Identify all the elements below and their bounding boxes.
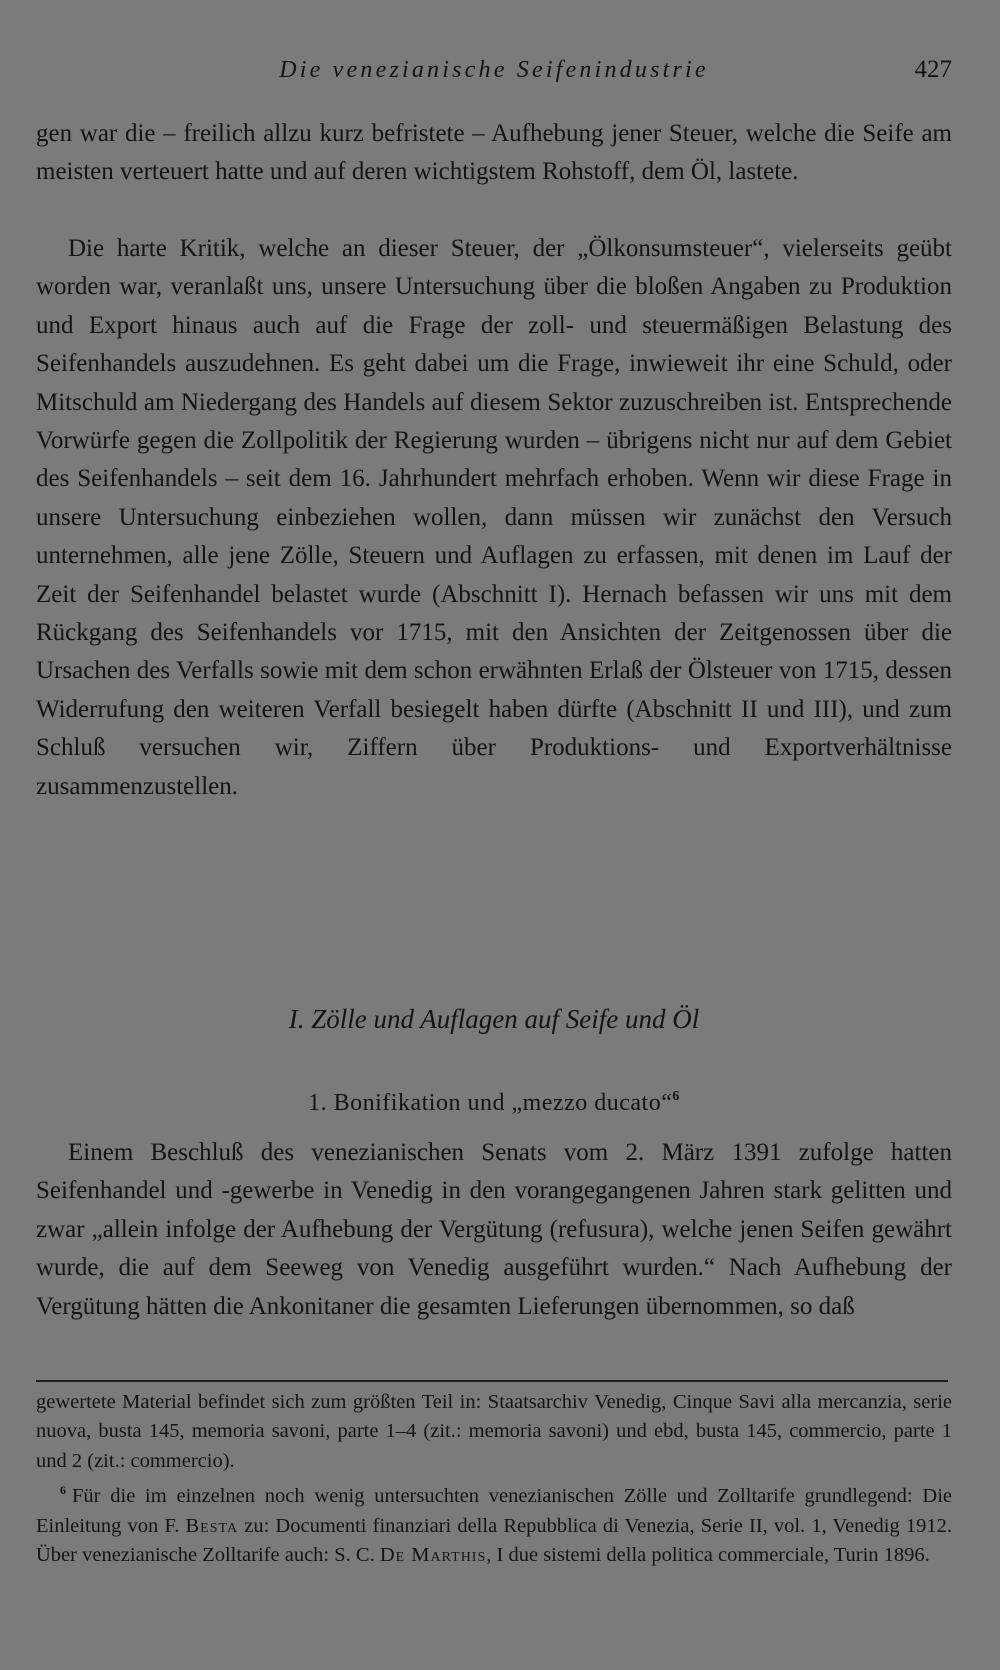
footnote-text: Für die im einzelnen noch wenig untersuchten venezianischen Zölle und Zolltarife grundlegend: Die Einleitung von F. [36,1485,952,1537]
running-title: Die venezianische Seifenindustrie [279,57,709,83]
page-number: 427 [914,56,952,83]
subsection-heading [36,1078,952,1122]
subsection-title: 1. Bonifikation und „mezzo ducato“ [308,1090,673,1116]
footnote-reference: 6 [672,1089,680,1104]
author-name: De Marthis [379,1544,487,1567]
body-paragraph-continued: gen war die – freilich allzu kurz befristete – Aufhebung jener Steuer, welche die Seife am meisten verteuert hatte und auf deren wichtigstem Rohstoff, dem Öl, lastete. [36,120,952,186]
author-name: Besta [185,1514,239,1537]
running-header [36,52,952,88]
footnotes [36,1388,952,1570]
footnote-text: , I due sistemi della politica commerciale, Turin 1896. [486,1544,930,1567]
footnote-6 [36,1476,952,1570]
body-paragraph: Die harte Kritik, welche an dieser Steuer, der „Ölkonsumsteuer“, vielerseits geübt worden war, veranlaßt uns, unsere Untersuchung über die bloßen Angaben zu Produktion und Export hinaus auch auf die Frage der zoll- und steuermäßigen Belastung des Seifenhandels auszudehnen. Es geht dabei um die Frage, inwieweit ihr eine Schuld, oder Mitschuld am Niedergang des Handels auf diesem Sektor zuzuschreiben ist. Entsprechende Vorwürfe gegen die Zollpolitik der Regierung wurden – übrigens nicht nur auf dem Gebiet des Seifenhandels – seit dem 16. Jahrhundert mehrfach erhoben. Wenn wir diese Frage in unsere Untersuchung einbeziehen wollen, dann müssen wir zunächst den Versuch unternehmen, alle jene Zölle, Steuern und Auflagen zu erfassen, mit denen im Lauf der Zeit der Seifenhandel belastet wurde (Abschnitt I). Hernach befassen wir uns mit dem Rückgang des Seifenhandels vor 1715, mit den Ansichten der Zeitgenossen über die Ursachen des Verfalls sowie mit dem schon erwähnten Erlaß der Ölsteuer von 1715, dessen Widerrufung den weiteren Verfall besiegelt haben dürfte (Abschnitt II und III), und zum Schluß versuchen wir, Ziffern über Produktions- und Exportverhältnisse zusammenzustellen. [36,235,952,800]
body-paragraph: Einem Beschluß des venezianischen Senats vom 2. März 1391 zufolge hatten Seifenhandel und -gewerbe in Venedig in den vorangegangenen Jahren stark gelitten und zwar „allein infolge der Aufhebung der Vergütung (refusura), welche jenen Seifen gewährt wurde, die auf dem Seeweg von Venedig ausgeführt wurden.“ Nach Aufhebung der Vergütung hätten die Ankonitaner die gesamten Lieferungen übernommen, so daß [36,1139,952,1320]
footnote-marker: 6 [60,1483,66,1498]
section-heading: I. Zölle und Auflagen auf Seife und Öl [288,1004,700,1034]
footnote-text: zu: Documenti finanziari della Repubblica di Venezia, Serie II, vol. 1, Venedig 1912. Über venezianische Zolltarife auch: S. C. [36,1514,952,1567]
footnote-divider [36,1380,948,1382]
footnote-continued: gewertete Material befindet sich zum größten Teil in: Staatsarchiv Venedig, Cinque Savi alla mercanzia, serie nuova, busta 145, memoria savoni, parte 1–4 (zit.: memoria savoni) und ebd, busta 145, commercio, parte 1 und 2 (zit.: commercio). [36,1391,952,1472]
